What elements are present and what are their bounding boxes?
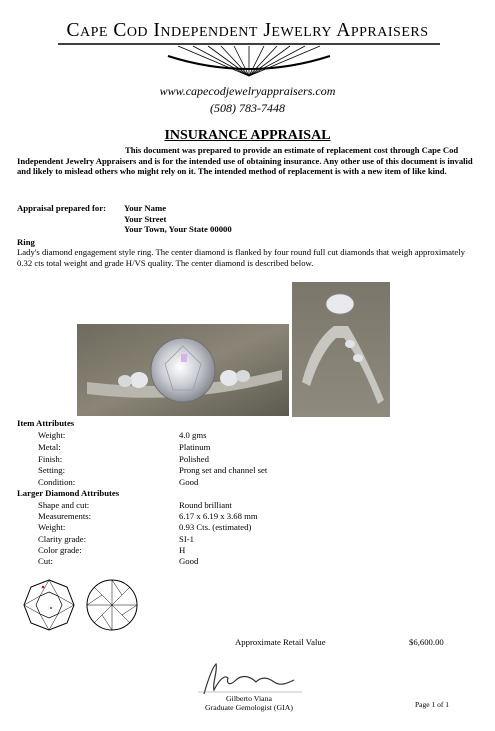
diamond-crown-plot-icon bbox=[23, 579, 75, 631]
attr-value: Polished bbox=[179, 454, 209, 464]
diamond-pavilion-plot-icon bbox=[86, 579, 138, 631]
attr-label: Condition: bbox=[38, 477, 76, 487]
sunburst-logo-icon bbox=[58, 42, 440, 80]
item-attributes-heading: Item Attributes bbox=[17, 418, 75, 428]
client-name: Your Name bbox=[124, 203, 167, 213]
attr-label: Metal: bbox=[38, 442, 61, 452]
attr-value: 0.93 Cts. (estimated) bbox=[179, 522, 252, 532]
intro-paragraph bbox=[17, 145, 479, 177]
client-street: Your Street bbox=[124, 213, 167, 224]
attr-label: Measurements: bbox=[38, 511, 92, 521]
retail-value-label: Approximate Retail Value bbox=[235, 637, 326, 647]
retail-value: $6,600.00 bbox=[409, 637, 444, 647]
attr-label: Clarity grade: bbox=[38, 534, 87, 544]
document-title: INSURANCE APPRAISAL bbox=[164, 128, 331, 143]
company-name: Cape Cod Independent Jewelry Appraisers bbox=[66, 20, 429, 41]
company-logo bbox=[0, 20, 495, 42]
appraiser-credential: Graduate Gemologist (GIA) bbox=[205, 703, 293, 712]
page-number: Page 1 of 1 bbox=[415, 700, 449, 709]
attr-value: Good bbox=[179, 556, 199, 566]
appraiser-block bbox=[190, 694, 308, 712]
client-city: Your Town, Your State 00000 bbox=[124, 224, 232, 235]
attr-label: Weight: bbox=[38, 522, 66, 532]
diamond-attributes-heading: Larger Diamond Attributes bbox=[17, 488, 120, 498]
intro-text: This document was prepared to provide an estimate of replacement cost through Cape Cod Independent Jewelry Appraisers and is for the intended use of obtaining insurance. Any other use of this document is invalid and likely to mislead others who might rely on it. The intended method of replacement is with a new item of like kind. bbox=[17, 145, 473, 177]
attr-label: Shape and cut: bbox=[38, 500, 90, 510]
attr-label: Finish: bbox=[38, 454, 63, 464]
attr-value: 6.17 x 6.19 x 3.68 mm bbox=[179, 511, 258, 521]
attr-value: Prong set and channel set bbox=[179, 465, 268, 475]
attr-label: Setting: bbox=[38, 465, 66, 475]
phone-number: (508) 783-7448 bbox=[210, 101, 285, 115]
website[interactable]: www.capecodjewelryappraisers.com bbox=[159, 84, 336, 98]
attr-label: Weight: bbox=[38, 430, 66, 440]
attr-value: H bbox=[179, 545, 186, 555]
attr-value: Platinum bbox=[179, 442, 211, 452]
item-description: Lady's diamond engagement style ring. The center diamond is flanked by four round full cut diamonds that weigh approximately 0.32 cts total weight and grade H/VS quality. The center diamond is described below. bbox=[17, 247, 465, 268]
prepared-for-label: Appraisal prepared for: bbox=[17, 203, 106, 213]
ring-photo-front bbox=[77, 324, 289, 416]
attr-value: 4.0 gms bbox=[179, 430, 207, 440]
attr-label: Color grade: bbox=[38, 545, 82, 555]
attr-value: Good bbox=[179, 477, 199, 487]
attr-label: Cut: bbox=[38, 556, 53, 566]
ring-photo-side bbox=[292, 282, 390, 417]
attr-value: SI-1 bbox=[179, 534, 194, 544]
attr-value: Round brilliant bbox=[179, 500, 232, 510]
appraiser-name: Gilberto Viana bbox=[226, 694, 272, 703]
item-heading: Ring bbox=[17, 237, 35, 247]
